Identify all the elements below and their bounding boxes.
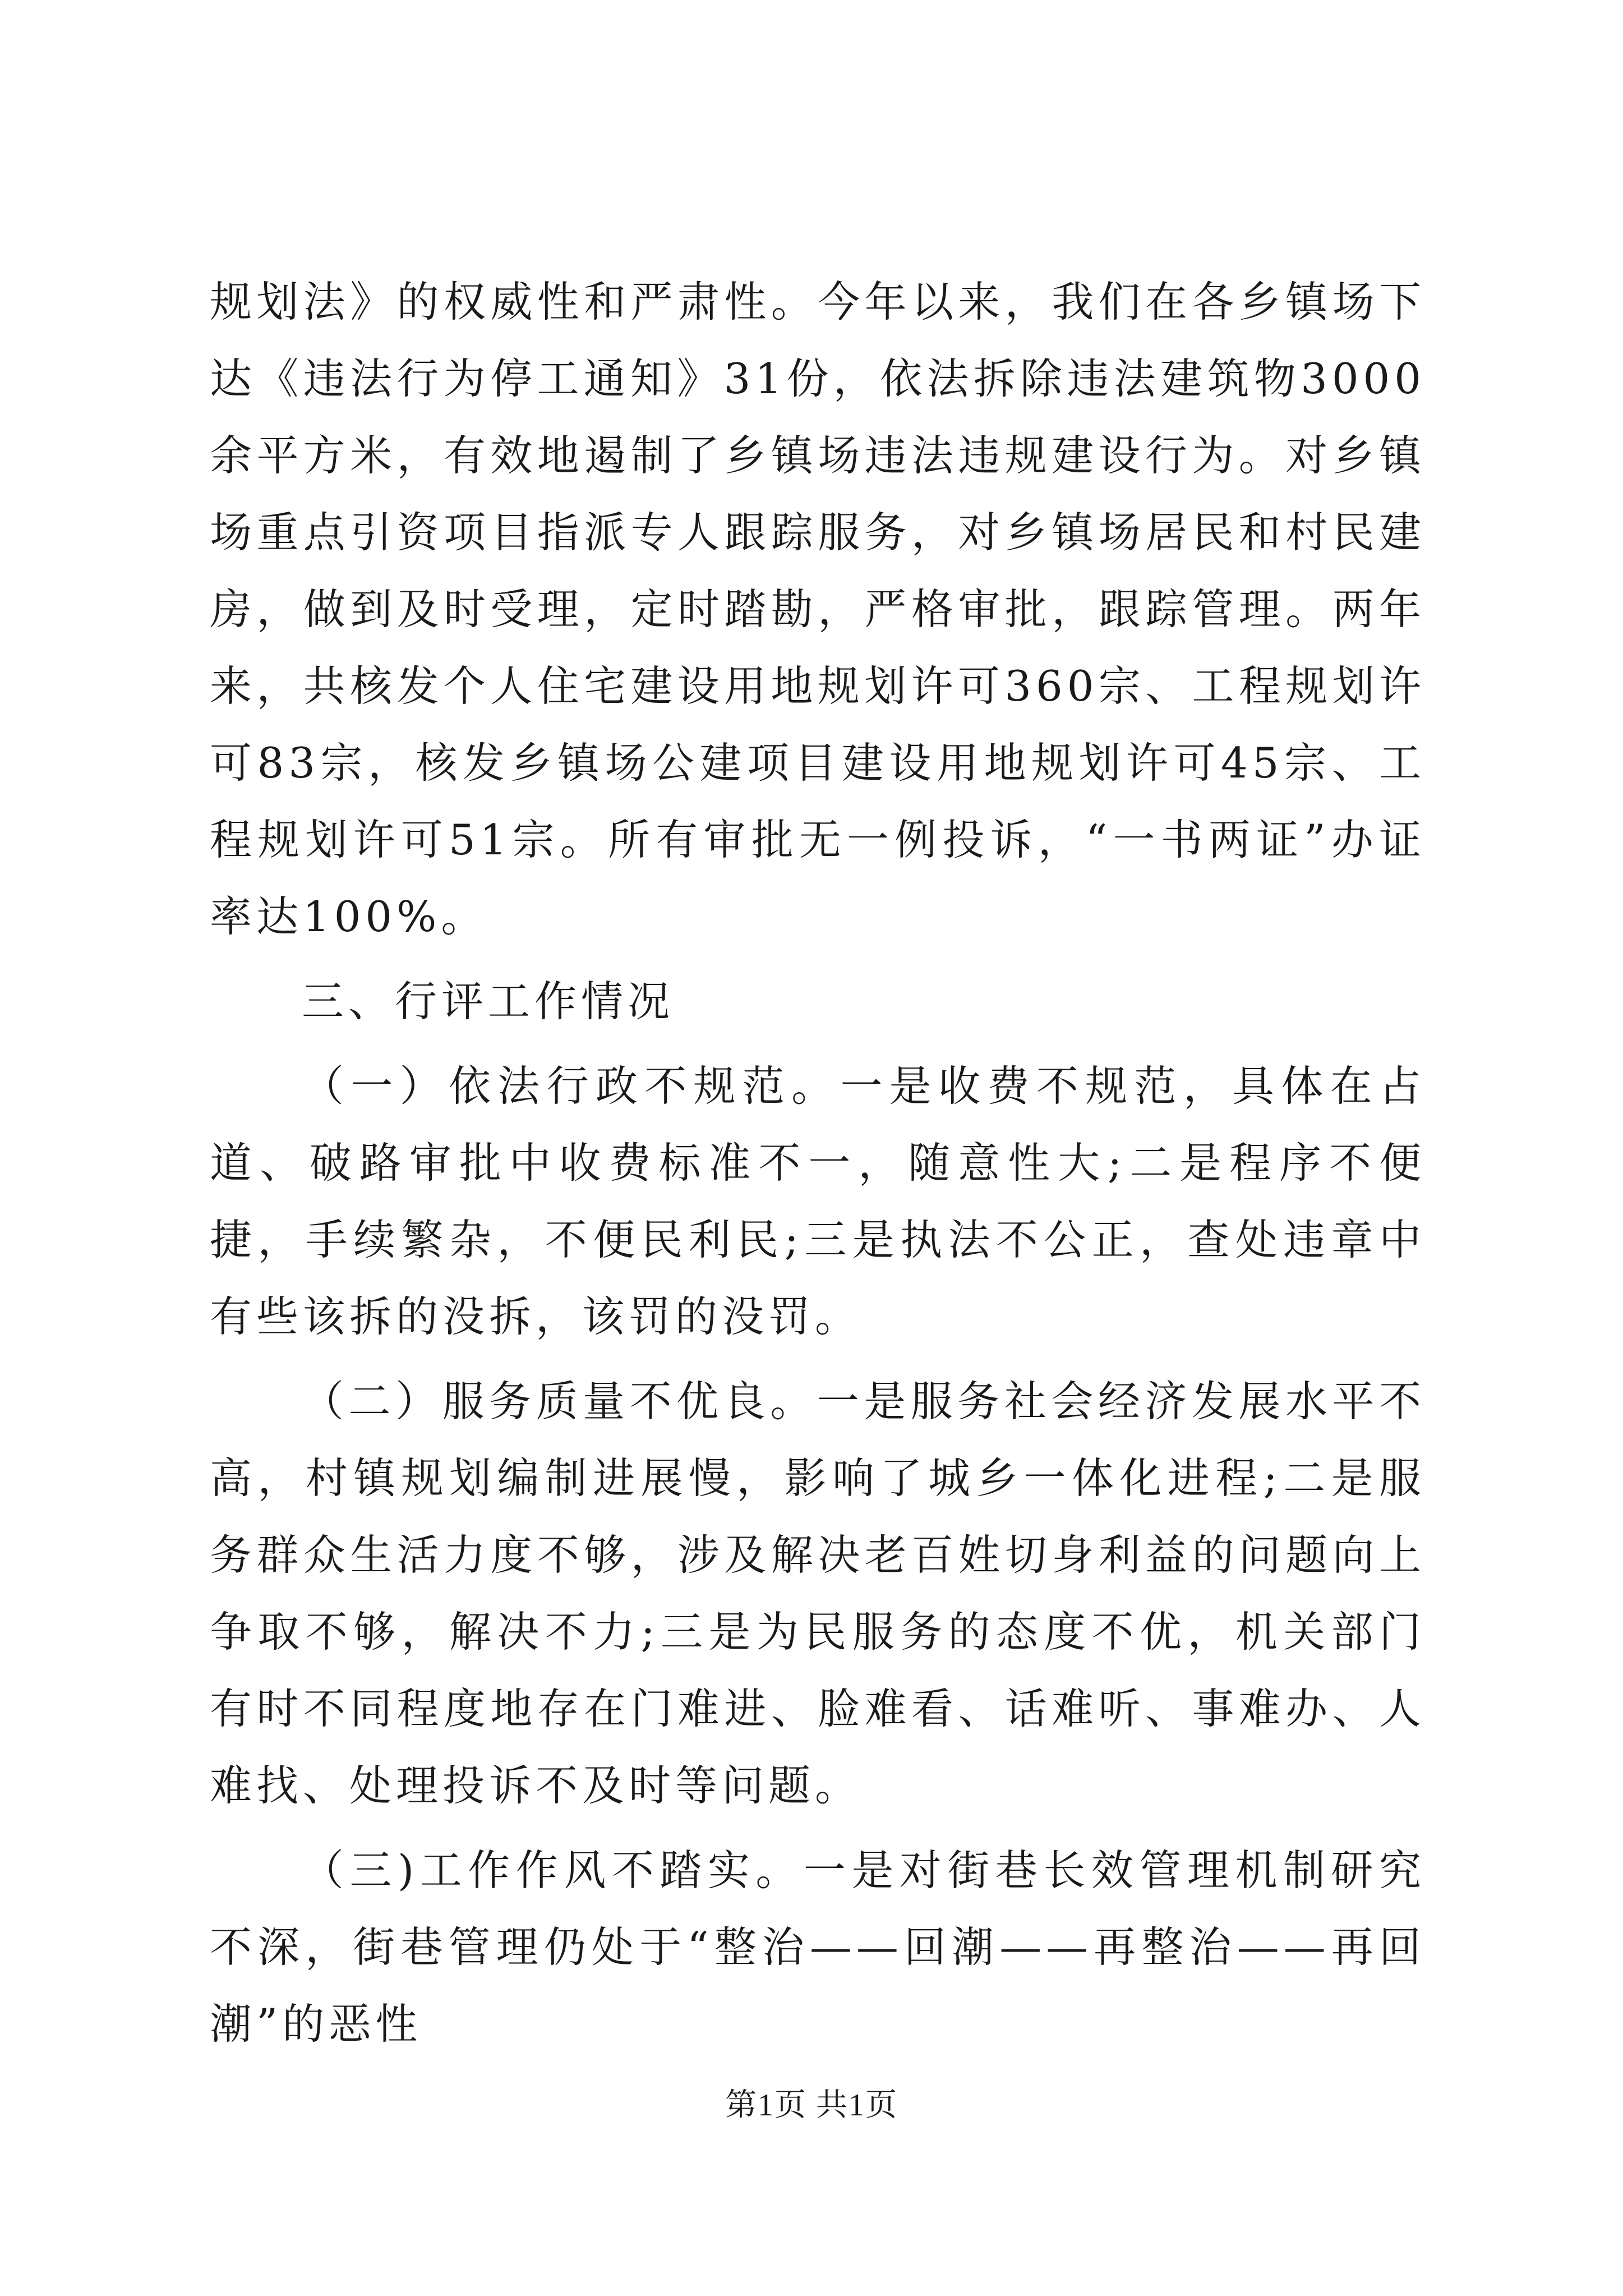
paragraph-continuation: 规划法》的权威性和严肃性。今年以来，我们在各乡镇场下达《违法行为停工通知》31份，依法拆除违法建筑物3000余平方米，有效地遏制了乡镇场违法违规建设行为。对乡镇场重点引资项目指派专人跟踪服务，对乡镇场居民和村民建房，做到及时受理，定时踏勘，严格审批，跟踪管理。两年来，共核发个人住宅建设用地规划许可360宗、工程规划许可83宗，核发乡镇场公建项目建设用地规划许可45宗、工程规划许可51宗。所有审批无一例投诉，“一书两证”办证率达100%。 <box>210 277 1426 941</box>
document-body <box>210 264 1426 2063</box>
page-footer: 第1页 共1页 <box>725 2088 898 2123</box>
paragraph-item-3: （三)工作作风不踏实。一是对街巷长效管理机制研究不深，街巷管理仍处于“整治——回潮——再整治——再回潮”的恶性 <box>210 1846 1426 2049</box>
section-heading: 三、行评工作情况 <box>302 977 675 1026</box>
paragraph-item-2: （二）服务质量不优良。一是服务社会经济发展水平不高，村镇规划编制进展慢，影响了城乡一体化进程;二是服务群众生活力度不够，涉及解决老百姓切身利益的问题向上争取不够，解决不力;三是为民服务的态度不优，机关部门有时不同程度地存在门难进、脸难看、话难听、事难办、人难找、处理投诉不及时等问题。 <box>210 1377 1426 1810</box>
paragraph-item-1: （一）依法行政不规范。一是收费不规范，具体在占道、破路审批中收费标准不一，随意性大;二是程序不便捷，手续繁杂，不便民利民;三是执法不公正，查处违章中有些该拆的没拆，该罚的没罚。 <box>210 1061 1426 1341</box>
